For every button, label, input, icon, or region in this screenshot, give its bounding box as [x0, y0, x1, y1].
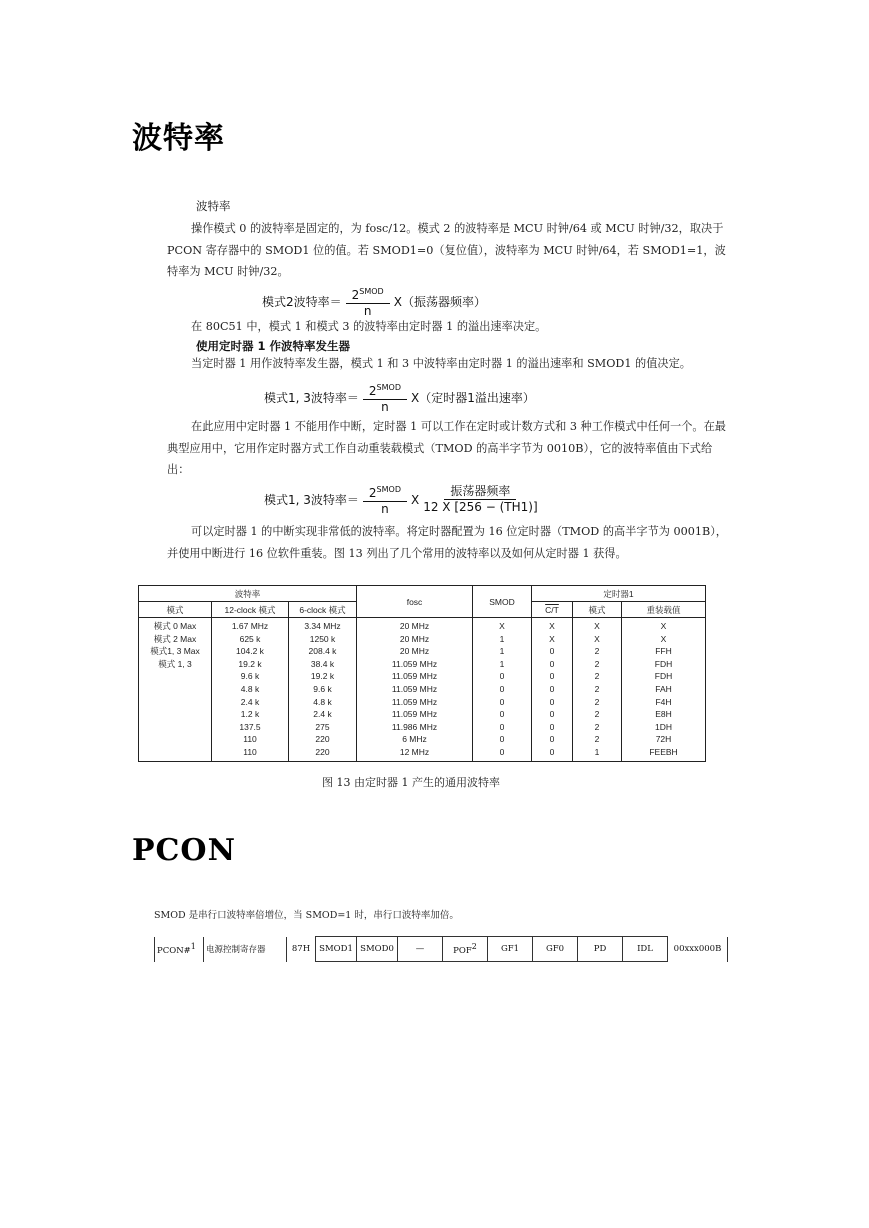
formula-mode13-reload-den2: 12 X [256 − (TH1)] [423, 500, 538, 514]
th-6clock: 6-clock 模式 [289, 602, 357, 618]
th-mode: 模式 [139, 602, 212, 618]
formula-mode13-reload-times: X [410, 492, 420, 507]
th-group-baud: 波特率 [139, 586, 357, 602]
pcon-bit-reserved: — [398, 937, 443, 962]
formula-mode2-label: 模式2波特率＝ [262, 295, 342, 309]
paragraph-5-text: 可以定时器 1 的中断实现非常低的波特率。将定时器配置为 16 位定时器（TMOD 的高半字节为 0001B），并使用中断进行 16 位软件重装。图 13 列出了几个常用的波特率以及如何从定时器 1 获得。 [167, 525, 727, 560]
formula-mode13-reload [264, 482, 542, 517]
col-timer-mode-values: X X 2 2 2 2 2 2 2 2 1 [573, 618, 622, 762]
formula-mode2-denominator: n [363, 304, 372, 318]
section-title-baud: 波特率 [132, 121, 225, 156]
pcon-reset-value: 00xxx000B [668, 937, 728, 962]
paragraph-2 [167, 316, 727, 338]
formula-mode13-numerator: $2^{SMOD}$ [363, 380, 407, 400]
paragraph-1-text: 操作模式 0 的波特率是固定的，为 fosc/12。模式 2 的波特率是 MCU 时钟/64 或 MCU 时钟/32，取决于 PCON 寄存器中的 SMOD1 位的值。若 SMOD1=0（复位值），波特率为 MCU 时钟/64，若 SMOD1=1，波特率为 MCU 时钟/32。 [167, 222, 726, 278]
formula-mode13-reload-denominator: n [381, 502, 389, 516]
col-ct-values: X X 0 0 0 0 0 0 0 0 0 [532, 618, 573, 762]
formula-mode13-fraction [363, 380, 407, 415]
heading-timer1-baud: 使用定时器 1 作波特率发生器 [196, 339, 351, 353]
pcon-bit-gf1: GF1 [488, 937, 533, 962]
col-mode-values: 模式 0 Max 模式 2 Max 模式1, 3 Max 模式 1, 3 [139, 618, 212, 762]
formula-mode13 [264, 380, 535, 415]
table-bottom-rule [138, 761, 706, 762]
th-12clock: 12-clock 模式 [212, 602, 289, 618]
subtitle-baud: 波特率 [196, 199, 231, 213]
formula-mode2-fraction [346, 284, 390, 319]
formula-mode2-numerator: $2^{SMOD}$ [346, 284, 390, 304]
th-reload: 重装载值 [622, 602, 706, 618]
pcon-bit-idl: IDL [623, 937, 668, 962]
pcon-bit-pd: PD [578, 937, 623, 962]
formula-mode13-denominator: n [381, 400, 389, 414]
pcon-name: PCON#$^1$ [155, 937, 204, 962]
pcon-bit-smod1: SMOD1 [316, 937, 357, 962]
paragraph-1 [167, 218, 727, 283]
section-title-pcon: PCON [132, 833, 236, 868]
col-fosc-values: 20 MHz 20 MHz 20 MHz 11.059 MHz 11.059 MHz 11.059 MHz 11.059 MHz 11.059 MHz 11.986 MHz 6 MHz 12 MHz [357, 618, 473, 762]
formula-mode13-reload-fraction [363, 482, 407, 517]
pcon-description: 电源控制寄存器 [204, 937, 287, 962]
formula-mode13-reload-num2: 振荡器频率 [444, 484, 516, 500]
th-group-timer1: 定时器1 [532, 586, 706, 602]
pcon-bit-smod0: SMOD0 [357, 937, 398, 962]
formula-mode2-tail: X（振荡器频率） [393, 295, 486, 309]
smod-note: SMOD 是串行口波特率倍增位，当 SMOD=1 时，串行口波特率加倍。 [154, 910, 459, 921]
col-12clock-values: 1.67 MHz 625 k 104.2 k 19.2 k 9.6 k 4.8 k 2.4 k 1.2 k 137.5 110 110 [212, 618, 289, 762]
pcon-address: 87H [287, 937, 316, 962]
th-smod: SMOD [473, 586, 532, 618]
baud-rate-table [138, 585, 706, 762]
formula-mode13-reload-numerator: $2^{SMOD}$ [363, 482, 407, 502]
formula-mode13-reload-label: 模式1, 3波特率＝ [264, 493, 359, 507]
paragraph-3 [167, 353, 727, 375]
th-timer-mode: 模式 [573, 602, 622, 618]
pcon-bit-gf0: GF0 [533, 937, 578, 962]
col-smod-values: X 1 1 1 0 0 0 0 0 0 0 [473, 618, 532, 762]
paragraph-4-text: 在此应用中定时器 1 不能用作中断，定时器 1 可以工作在定时或计数方式和 3 种工作模式中任何一个。在最典型应用中，它用作定时器方式工作自动重装载模式（TMOD 的高半字节为 0010B），它的波特率值由下式给出： [167, 420, 726, 476]
paragraph-5 [167, 521, 727, 564]
paragraph-4 [167, 416, 727, 481]
th-fosc: fosc [357, 586, 473, 618]
figure-caption: 图 13 由定时器 1 产生的通用波特率 [322, 776, 500, 789]
paragraph-2-text: 在 80C51 中，模式 1 和模式 3 的波特率由定时器 1 的溢出速率决定。 [191, 320, 547, 333]
th-ct: C/T [532, 602, 573, 618]
pcon-bit-pof: POF$^2$ [443, 937, 488, 962]
formula-mode13-label: 模式1, 3波特率＝ [264, 391, 359, 405]
formula-mode2 [262, 284, 486, 319]
col-reload-values: X X FFH FDH FDH FAH F4H E8H 1DH 72H FEEBH [622, 618, 706, 762]
formula-mode13-tail: X（定时器1溢出速率） [410, 391, 535, 405]
col-6clock-values: 3.34 MHz 1250 k 208.4 k 38.4 k 19.2 k 9.6 k 4.8 k 2.4 k 275 220 220 [289, 618, 357, 762]
formula-mode13-reload-fraction2 [423, 484, 537, 515]
pcon-register-table [154, 936, 728, 962]
paragraph-3-text: 当定时器 1 用作波特率发生器，模式 1 和 3 中波特率由定时器 1 的溢出速率和 SMOD1 的值决定。 [191, 357, 691, 370]
